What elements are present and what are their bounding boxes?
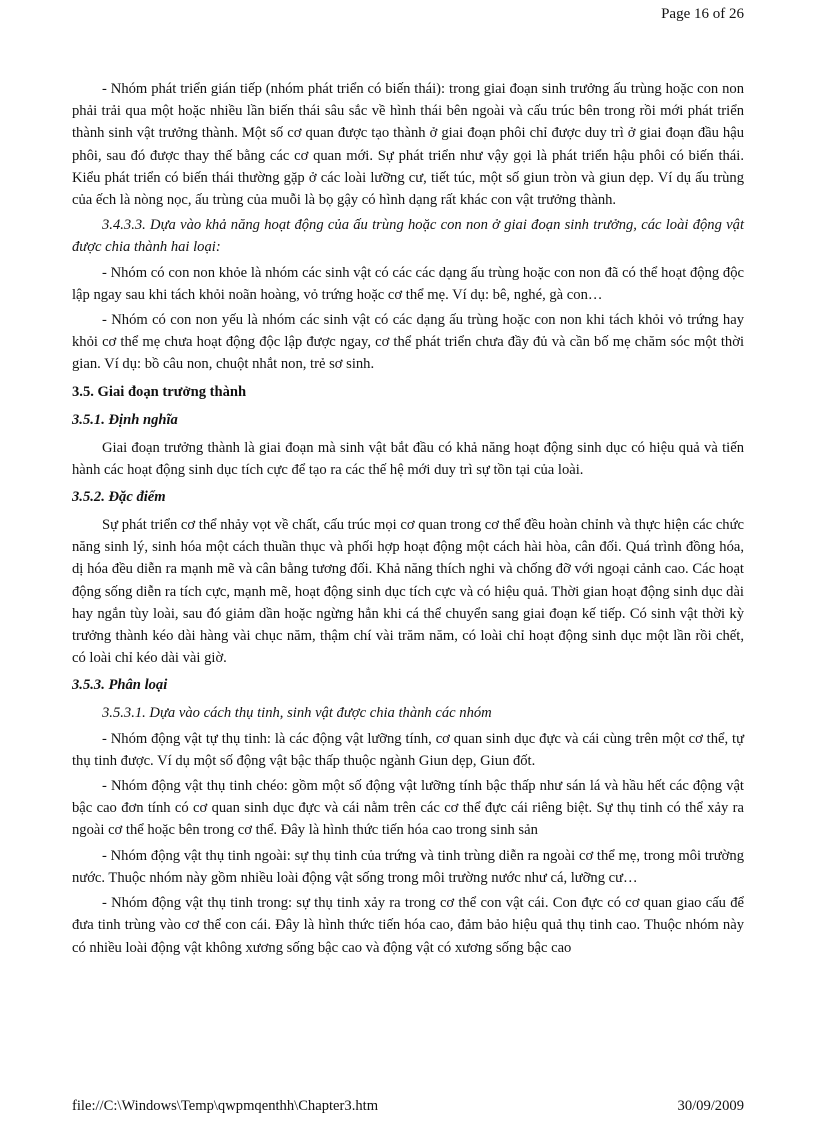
subsection-3-4-3-3: 3.4.3.3. Dựa vào khả năng hoạt động của ấu trùng hoặc con non ở giai đoạn sinh trưởng, các loài động vật được chia thành hai loại: — [72, 217, 744, 256]
footer-date: 30/09/2009 — [677, 1098, 744, 1114]
paragraph-characteristics: Sự phát triển cơ thể nhảy vọt về chất, cấu trúc mọi cơ quan trong cơ thể đều hoàn chỉnh và thực hiện các chức năng sinh lý, sinh hóa một cách thuần thục và phối hợp hoạt động một cách hài hòa, cân đối. Quá trình đồng hóa, dị hóa đều diễn ra mạnh mẽ và cân bằng tương đối. Khả năng thích nghi và chống đỡ với ngoại cảnh cao. Các hoạt động sống diễn ra tích cực, mạnh mẽ, hoạt động sinh dục tích cực và có hiệu quả. Thời gian hoạt động sinh dục dài hay ngắn tùy loài, sau đó giảm dần hoặc ngừng hẳn khi cá thể chuyển sang giai đoạn kế tiếp. Có sinh vật thời kỳ trưởng thành kéo dài hàng vài chục năm, thậm chí vài trăm năm, có loài chỉ hoạt động sinh dục một lần rồi chết, có loài chỉ kéo dài vài giờ. — [72, 517, 744, 667]
paragraph-external-fertilization: - Nhóm động vật thụ tinh ngoài: sự thụ tinh của trứng và tinh trùng diễn ra ngoài cơ thể mẹ, trong môi trường nước. Thuộc nhóm này gồm nhiều loài động vật sống trong môi trường nước như cá, lưỡng cư… — [72, 847, 744, 886]
subsection-heading-3-5-2: 3.5.2. Đặc điểm — [72, 489, 166, 506]
paragraph-cross-fertilization: - Nhóm động vật thụ tinh chéo: gồm một số động vật lưỡng tính bậc thấp như sán lá và hầu hết các động vật bậc cao đơn tính có cơ quan sinh dục đực và cái nằm trên các cơ thể đực cái riêng biệt. Sự thụ tinh có thể xảy ra ngoài cơ thể hoặc bên trong cơ thể. Đây là hình thức tiến hóa cao trong sinh sản — [72, 778, 744, 839]
paragraph-self-fertilization: - Nhóm động vật tự thụ tinh: là các động vật lưỡng tính, cơ quan sinh dục đực và cái cùng trên một cơ thể, tự thụ tinh được. Ví dụ một số động vật bậc thấp thuộc ngành Giun dẹp, Giun đốt. — [72, 730, 744, 769]
footer-file-path: file://C:\Windows\Temp\qwpmqenthh\Chapter3.htm — [72, 1098, 379, 1114]
paragraph-weak-young: - Nhóm có con non yếu là nhóm các sinh vật có các dạng ấu trùng hoặc con non khi tách khỏi vỏ trứng hay khỏi cơ thể mẹ chưa hoạt động độc lập được ngay, cơ thể phát triển chưa đầy đủ và cần bố mẹ chăm sóc một thời gian. Ví dụ: bồ câu non, chuột nhắt non, trẻ sơ sinh. — [72, 312, 744, 373]
section-heading-3-5: 3.5. Giai đoạn trưởng thành — [72, 383, 247, 400]
document-body — [72, 78, 744, 962]
paragraph-internal-fertilization: - Nhóm động vật thụ tinh trong: sự thụ tinh xảy ra trong cơ thể con vật cái. Con đực có cơ quan giao cấu để đưa tinh trùng vào cơ thể con cái. Đây là hình thức tiến hóa cao, đảm bảo hiệu quả thụ tinh cao. Thuộc nhóm này có nhiều loài động vật không xương sống bậc cao và động vật có xương sống bậc cao — [72, 895, 744, 956]
subsection-heading-3-5-1: 3.5.1. Định nghĩa — [72, 411, 178, 428]
paragraph-strong-young: - Nhóm có con non khỏe là nhóm các sinh vật có các các dạng ấu trùng hoặc con non đã có thể hoạt động độc lập ngay sau khi tách khỏi noãn hoàng, vỏ trứng hoặc cơ thể mẹ. Ví dụ: bê, nghé, gà con… — [72, 264, 744, 303]
subsection-heading-3-5-3: 3.5.3. Phân loại — [72, 677, 168, 694]
page-number: Page 16 of 26 — [661, 6, 744, 22]
paragraph-indirect-development: - Nhóm phát triển gián tiếp (nhóm phát triển có biến thái): trong giai đoạn sinh trưởng ấu trùng hoặc con non phải trải qua một hoặc nhiều lần biến thái sâu sắc về hình thái bên ngoài và cấu trúc bên trong rồi mới phát triển thành sinh vật trưởng thành. Một số cơ quan được tạo thành ở giai đoạn phôi chỉ được duy trì ở giai đoạn đầu hậu phôi, sau đó được thay thế bằng các cơ quan mới. Sự phát triển như vậy gọi là phát triển hậu phôi có biến thái. Kiểu phát triển có biến thái thường gặp ở các loài lưỡng cư, tiết túc, một số giun tròn và giun dẹp. Ví dụ ấu trùng của ếch là nòng nọc, ấu trùng của muỗi là bọ gậy có hình dạng rất khác con vật trưởng thành. — [72, 81, 744, 209]
paragraph-definition: Giai đoạn trưởng thành là giai đoạn mà sinh vật bắt đầu có khả năng hoạt động sinh dục có hiệu quả và tiến hành các hoạt động sinh dục tích cực để tạo ra các thế hệ mới duy trì sự tồn tại của loài. — [72, 439, 744, 478]
subsection-3-5-3-1: 3.5.3.1. Dựa vào cách thụ tinh, sinh vật được chia thành các nhóm — [102, 705, 492, 722]
